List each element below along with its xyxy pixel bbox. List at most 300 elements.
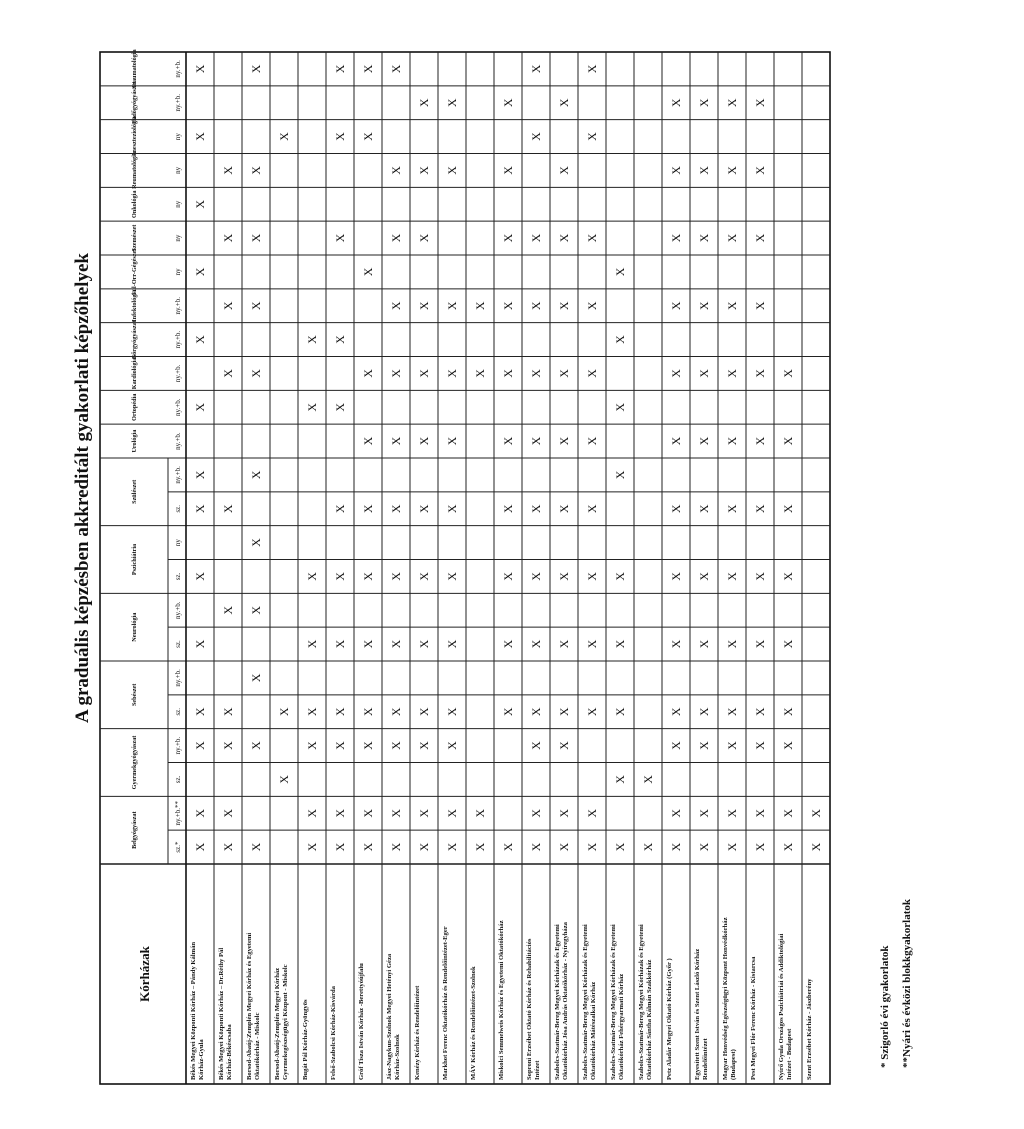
hospital-name: Szent Erzsébet Kórház - Jászberény [806, 978, 813, 1080]
accreditation-mark: X [333, 335, 347, 344]
accreditation-mark: X [613, 267, 627, 277]
accreditation-mark: X [445, 166, 459, 175]
accreditation-mark: X [557, 639, 571, 649]
accreditation-mark: X [417, 504, 431, 514]
accreditation-mark: X [781, 504, 795, 514]
accreditation-mark: X [753, 741, 767, 750]
accreditation-mark: X [417, 572, 431, 581]
accreditation-mark: X [221, 369, 235, 378]
hospital-name: Szabolcs-Szatmár-Bereg Megyei Kórházak és EgyetemiOktatókórház Jósa András Oktatókórház - Nyíregyháza [554, 922, 569, 1080]
accreditation-mark: X [529, 233, 543, 243]
specialty-header: Ortopédia [131, 393, 138, 421]
accreditation-mark: X [193, 132, 207, 141]
hospital-name: Nyírő Gyula Országos Pszichiátriai és AddiktológiaiIntézet - Budapest [778, 933, 793, 1080]
accreditation-mark: X [333, 741, 347, 750]
accreditation-mark: X [725, 842, 739, 852]
accreditation-mark: X [305, 741, 319, 750]
sub-column-header: sz. [174, 640, 182, 648]
accreditation-mark: X [753, 808, 767, 818]
accreditation-mark: X [697, 436, 711, 446]
accreditation-mark: X [697, 98, 711, 108]
accreditation-mark: X [809, 842, 823, 852]
accreditation-mark: X [361, 64, 375, 74]
accreditation-mark: X [585, 64, 599, 74]
accreditation-mark: X [417, 98, 431, 108]
accreditation-mark: X [501, 166, 515, 175]
accreditation-mark: X [389, 741, 403, 750]
accreditation-mark: X [585, 233, 599, 243]
accreditation-mark: X [753, 842, 767, 852]
accreditation-mark: X [529, 639, 543, 649]
sub-column-header: ny.+b. [174, 60, 182, 78]
specialty-header: Aneszteziológia [131, 116, 138, 158]
accreditation-mark: X [221, 707, 235, 717]
table-border [100, 52, 830, 1084]
accreditation-mark: X [389, 369, 403, 378]
specialty-header: Gyermekgyógyászat [131, 735, 138, 790]
accreditation-mark: X [305, 572, 319, 581]
accreditation-mark: X [669, 572, 683, 581]
accreditation-mark: X [473, 301, 487, 311]
hospital-name: Petz Aladár Megyei Oktató Kórház (Győr ) [666, 958, 673, 1080]
sub-column-header: ny.+b. [174, 736, 182, 755]
accreditation-mark: X [585, 842, 599, 852]
accreditation-mark: X [753, 504, 767, 514]
accreditation-mark: X [361, 572, 375, 581]
hospital-name: Soproni Erzsébet Oktató Kórház és RehabilitációsIntézet [526, 938, 541, 1080]
accreditation-mark: X [333, 233, 347, 243]
sub-column-header: ny.+b.** [174, 801, 182, 826]
accreditation-mark: X [781, 436, 795, 446]
sub-column-header: sz. [174, 775, 182, 784]
accreditation-mark: X [501, 639, 515, 649]
accreditation-mark: X [697, 639, 711, 649]
accreditation-mark: X [585, 504, 599, 514]
accreditation-mark: X [585, 639, 599, 649]
specialty-header: Belgyógyászat [131, 811, 138, 849]
specialty-header: Tüdőgyógyászat [131, 81, 138, 125]
accreditation-mark: X [249, 233, 263, 243]
accreditation-mark: X [613, 470, 627, 480]
accreditation-mark: X [249, 369, 263, 378]
footnote-ny: **Nyári és évközi blokkgyakorlatok [901, 899, 913, 1068]
accreditation-mark: X [389, 707, 403, 717]
sub-column-header: ny [174, 133, 182, 141]
hospital-name: Borsod-Abaúj-Zemplén Megyei KórházGyermekegészségügyi Központ - Miskolc [274, 964, 289, 1080]
accreditation-mark: X [725, 504, 739, 514]
accreditation-mark: X [753, 707, 767, 717]
sub-column-header: ny [174, 268, 182, 276]
accreditation-mark: X [613, 842, 627, 852]
accreditation-mark: X [669, 233, 683, 243]
accreditation-mark: X [221, 504, 235, 514]
accreditation-mark: X [697, 369, 711, 378]
accreditation-mark: X [417, 301, 431, 311]
accreditation-mark: X [445, 741, 459, 750]
accreditation-mark: X [305, 639, 319, 649]
hospital-name: Pest Megyei Flór Ferenc Kórház - Kistarcsa [750, 956, 757, 1080]
accreditation-mark: X [725, 98, 739, 108]
accreditation-mark: X [725, 572, 739, 581]
accreditation-mark: X [501, 842, 515, 852]
accreditation-mark: X [389, 504, 403, 514]
accreditation-mark: X [333, 132, 347, 141]
accreditation-mark: X [417, 639, 431, 649]
specialty-header: Onkológia [131, 190, 138, 219]
sub-column-header: ny.+b. [174, 601, 182, 619]
accreditation-mark: X [529, 64, 543, 74]
hospital-name: Békés Megyei Központi Kórház – Pándy KálmánKórház-Gyula [190, 941, 205, 1080]
accreditation-mark: X [557, 436, 571, 446]
accreditation-mark: X [529, 842, 543, 852]
accreditation-mark: X [669, 639, 683, 649]
accreditation-mark: X [305, 402, 319, 412]
sub-column-header: ny.+b. [174, 432, 182, 450]
specialty-header: Traumatológia [131, 49, 138, 89]
hospital-name: Markhot Ferenc Oktatókórház és Rendelőintézet-Eger [442, 926, 449, 1080]
sub-column-header: ny [174, 539, 182, 547]
accreditation-mark: X [669, 707, 683, 717]
hospital-name: Borsod-Abaúj-Zemplén Megyei Kórház és EgyetemiOktatókórház - Miskolc [246, 932, 261, 1080]
accreditation-mark: X [781, 707, 795, 717]
accreditation-mark: X [557, 707, 571, 717]
accreditation-mark: X [585, 436, 599, 446]
accreditation-mark: X [697, 842, 711, 852]
accreditation-mark: X [697, 233, 711, 243]
accreditation-mark: X [501, 233, 515, 243]
accreditation-mark: X [669, 436, 683, 446]
accreditation-mark: X [361, 808, 375, 818]
sub-column-header: sz. [174, 572, 182, 581]
accreditation-mark: X [725, 707, 739, 717]
accreditation-mark: X [305, 808, 319, 818]
accreditation-mark: X [193, 572, 207, 581]
accreditation-mark: X [193, 267, 207, 277]
accreditation-mark: X [501, 369, 515, 378]
accreditation-mark: X [333, 504, 347, 514]
accreditation-mark: X [445, 572, 459, 581]
sub-column-header: ny.+b. [174, 297, 182, 315]
accreditation-mark: X [249, 301, 263, 311]
specialty-header: Kardiológia [131, 357, 138, 390]
hospital-name: Békés Megyei Központi Kórház – Dr.Réthy PálKórház-Békéscsaba [218, 947, 233, 1080]
accreditation-mark: X [613, 402, 627, 412]
accreditation-mark: X [193, 842, 207, 852]
accreditation-mark: X [557, 808, 571, 818]
accreditation-mark: X [445, 808, 459, 818]
accreditation-mark: X [305, 707, 319, 717]
sub-column-header: sz. [174, 707, 182, 716]
accreditation-mark: X [333, 842, 347, 852]
accreditation-mark: X [669, 98, 683, 108]
accreditation-mark: X [473, 808, 487, 818]
accreditation-mark: X [193, 402, 207, 412]
accreditation-mark: X [249, 673, 263, 683]
accreditation-mark: X [221, 166, 235, 175]
accreditation-mark: X [445, 301, 459, 311]
accreditation-mark: X [725, 808, 739, 818]
accreditation-mark: X [781, 741, 795, 750]
sub-column-header: ny.+b. [174, 669, 182, 687]
accreditation-mark: X [725, 301, 739, 311]
specialty-header: Neurológia [131, 612, 138, 642]
accreditation-mark: X [753, 98, 767, 108]
footnote-sz: * Szigorló évi gyakorlatok [879, 945, 891, 1068]
accreditation-mark: X [725, 741, 739, 750]
accreditation-mark: X [501, 707, 515, 717]
accreditation-mark: X [753, 572, 767, 581]
page-title: A graduális képzésben akkreditált gyakorlati képzőhelyek [72, 253, 93, 723]
accreditation-mark: X [529, 808, 543, 818]
accreditation-mark: X [557, 741, 571, 750]
accreditation-mark: X [361, 842, 375, 852]
accreditation-mark: X [529, 369, 543, 378]
accreditation-mark: X [613, 572, 627, 581]
accreditation-mark: X [193, 639, 207, 649]
accreditation-mark: X [809, 808, 823, 818]
accreditation-mark: X [697, 301, 711, 311]
accreditation-mark: X [361, 132, 375, 141]
accreditation-mark: X [529, 132, 543, 141]
accreditation-mark: X [249, 605, 263, 615]
accreditation-mark: X [333, 639, 347, 649]
accreditation-mark: X [697, 504, 711, 514]
accreditation-mark: X [417, 166, 431, 175]
accreditation-mark: X [529, 436, 543, 446]
accreditation-mark: X [753, 301, 767, 311]
accreditation-mark: X [417, 436, 431, 446]
accreditation-mark: X [781, 842, 795, 852]
accreditation-mark: X [361, 267, 375, 277]
accreditation-mark: X [445, 639, 459, 649]
accreditation-mark: X [389, 233, 403, 243]
accreditation-mark: X [641, 775, 655, 784]
accreditation-mark: X [417, 808, 431, 818]
sub-column-header: ny [174, 200, 182, 208]
accreditation-mark: X [193, 808, 207, 818]
accreditation-mark: X [249, 538, 263, 547]
accreditation-mark: X [557, 504, 571, 514]
hospital-name: Magyar Honvédség Egészségügyi Központ Honvédkórház(Budapest) [722, 917, 737, 1080]
accreditation-mark: X [529, 572, 543, 581]
hospital-name: Miskolci Semmelweis Kórház és Egyetemi Oktatókórház [498, 920, 505, 1080]
specialty-header: Fül-Orr-Gégészet [131, 248, 138, 296]
accreditation-mark: X [389, 166, 403, 175]
accreditation-mark: X [697, 808, 711, 818]
accreditation-mark: X [725, 436, 739, 446]
accreditation-mark: X [697, 707, 711, 717]
accreditation-mark: X [333, 64, 347, 74]
specialty-header: Szülészet [131, 479, 138, 504]
specialty-header: Infektológia [131, 289, 138, 322]
accreditation-mark: X [613, 775, 627, 784]
sub-column-header: ny.+b. [174, 466, 182, 484]
accreditation-mark: X [333, 707, 347, 717]
accreditation-mark: X [193, 470, 207, 480]
accreditation-mark: X [669, 369, 683, 378]
accreditation-mark: X [725, 369, 739, 378]
accreditation-mark: X [557, 166, 571, 175]
accreditation-mark: X [557, 301, 571, 311]
accreditation-mark: X [417, 842, 431, 852]
accreditation-mark: X [557, 233, 571, 243]
hospital-name: Szabolcs-Szatmár-Bereg Megyei Kórházak és EgyetemiOktatókórház Fehérgyarmati Kórház [610, 924, 625, 1080]
accreditation-mark: X [417, 369, 431, 378]
accreditation-mark: X [613, 639, 627, 649]
accreditation-mark: X [557, 572, 571, 581]
accreditation-mark: X [221, 301, 235, 311]
accreditation-mark: X [445, 369, 459, 378]
accreditation-mark: X [753, 639, 767, 649]
accreditation-mark: X [417, 741, 431, 750]
accreditation-mark: X [697, 166, 711, 175]
accreditation-mark: X [753, 369, 767, 378]
accreditation-mark: X [669, 808, 683, 818]
accreditation-mark: X [585, 707, 599, 717]
accreditation-mark: X [725, 233, 739, 243]
specialty-header: Szemészet [131, 224, 138, 252]
accreditation-mark: X [669, 741, 683, 750]
accreditation-mark: X [473, 842, 487, 852]
accreditation-mark: X [305, 842, 319, 852]
accreditation-mark: X [193, 741, 207, 750]
accreditation-mark: X [193, 335, 207, 344]
accreditation-mark: X [361, 369, 375, 378]
accreditation-mark: X [445, 504, 459, 514]
accreditation-mark: X [753, 166, 767, 175]
accreditation-mark: X [389, 808, 403, 818]
accreditation-mark: X [193, 199, 207, 209]
accreditation-mark: X [277, 707, 291, 717]
hospital-name: MÁV Kórház és Rendelőintézet-Szolnok [470, 966, 477, 1080]
specialty-header: Pszichiátria [131, 543, 138, 576]
accreditation-mark: X [529, 707, 543, 717]
hospital-name: Egyesített Szent István és Szent László KórházRendelőintézet [694, 948, 709, 1080]
sub-column-header: sz. [174, 504, 182, 513]
accreditation-mark: X [361, 436, 375, 446]
accreditation-mark: X [585, 808, 599, 818]
accreditation-mark: X [389, 64, 403, 74]
accreditation-mark: X [501, 301, 515, 311]
accreditation-mark: X [249, 470, 263, 480]
accreditation-mark: X [389, 301, 403, 311]
accreditation-mark: X [669, 301, 683, 311]
accreditation-mark: X [501, 504, 515, 514]
accreditation-mark: X [445, 436, 459, 446]
specialty-header: Bőrgyógyászat [131, 320, 138, 360]
sub-column-header: ny.+b. [174, 364, 182, 383]
sub-column-header: ny.+b. [174, 330, 182, 349]
accreditation-mark: X [249, 741, 263, 750]
accreditation-mark: X [669, 166, 683, 175]
accreditation-mark: X [389, 842, 403, 852]
sub-column-header: sz.* [174, 841, 182, 853]
specialty-header: Sebészet [131, 683, 138, 707]
accreditation-mark: X [193, 64, 207, 74]
accreditation-mark: X [389, 572, 403, 581]
accreditation-mark: X [389, 639, 403, 649]
specialty-header: Urológia [131, 429, 138, 453]
accreditation-mark: X [557, 842, 571, 852]
hospital-name: Jász-Nagykun-Szolnok Megyei Hetényi GézaKórház-Szolnok [386, 953, 401, 1080]
accreditation-mark: X [249, 166, 263, 175]
accreditation-mark: X [613, 707, 627, 717]
hospital-name: Bugát Pál Kórház-Gyöngyös [302, 999, 309, 1080]
accreditation-mark: X [753, 233, 767, 243]
accreditation-mark: X [781, 369, 795, 378]
hospital-name: Felső-Szabolcsi Kórház-Kisvárda [330, 986, 337, 1080]
sub-column-header: ny.+b. [174, 398, 182, 416]
hospital-name: Szabolcs-Szatmár-Bereg Megyei Kórházak és EgyetemiOktatókórház Mátészalkai Kórház [582, 924, 597, 1080]
hospitals-header: Kórházak [137, 946, 152, 1002]
specialty-header: Reumatológia [131, 152, 138, 189]
accreditation-mark: X [305, 335, 319, 344]
accreditation-mark: X [585, 369, 599, 378]
accreditation-mark: X [445, 98, 459, 108]
accreditation-mark: X [557, 98, 571, 108]
accreditation-mark: X [361, 707, 375, 717]
accreditation-mark: X [641, 842, 655, 852]
accreditation-mark: X [697, 741, 711, 750]
accreditation-mark: X [389, 436, 403, 446]
accreditation-mark: X [221, 808, 235, 818]
accreditation-mark: X [417, 233, 431, 243]
accreditation-mark: X [557, 369, 571, 378]
accreditation-mark: X [193, 707, 207, 717]
accreditation-mark: X [361, 639, 375, 649]
accreditation-mark: X [585, 132, 599, 141]
accreditation-mark: X [529, 741, 543, 750]
accreditation-mark: X [613, 335, 627, 344]
accreditation-mark: X [277, 775, 291, 784]
accreditation-mark: X [249, 842, 263, 852]
accreditation-mark: X [277, 132, 291, 141]
accreditation-mark: X [669, 504, 683, 514]
accreditation-mark: X [221, 842, 235, 852]
accreditation-mark: X [781, 572, 795, 581]
accreditation-mark: X [361, 741, 375, 750]
accreditation-mark: X [753, 436, 767, 446]
hospital-name: Gróf Tisza István Kórház -Berettyóújfalu [358, 963, 365, 1080]
accreditation-mark: X [781, 639, 795, 649]
accreditation-mark: X [725, 639, 739, 649]
accreditation-mark: X [221, 605, 235, 615]
hospital-name: Kenézy Kórház és Rendelőintézet [414, 985, 421, 1080]
accreditation-mark: X [221, 741, 235, 750]
accreditation-mark: X [333, 402, 347, 412]
accreditation-mark: X [781, 808, 795, 818]
accreditation-mark: X [221, 233, 235, 243]
accreditation-mark: X [417, 707, 431, 717]
accreditation-mark: X [445, 842, 459, 852]
accreditation-mark: X [361, 504, 375, 514]
accreditation-mark: X [501, 572, 515, 581]
accreditation-mark: X [501, 436, 515, 446]
accreditation-mark: X [697, 572, 711, 581]
accreditation-mark: X [585, 572, 599, 581]
accreditation-mark: X [193, 504, 207, 514]
accreditation-mark: X [725, 166, 739, 175]
accreditation-mark: X [333, 808, 347, 818]
accreditation-mark: X [445, 707, 459, 717]
accreditation-mark: X [501, 98, 515, 108]
accreditation-mark: X [529, 301, 543, 311]
accreditation-mark: X [333, 572, 347, 581]
accreditation-mark: X [669, 842, 683, 852]
hospital-name: Szabolcs-Szatmár-Bereg Megyei Kórházak és EgyetemiOktatókórház Sántha Kálmán Szakkórház [638, 924, 653, 1080]
accreditation-mark: X [585, 301, 599, 311]
accreditation-mark: X [473, 369, 487, 378]
